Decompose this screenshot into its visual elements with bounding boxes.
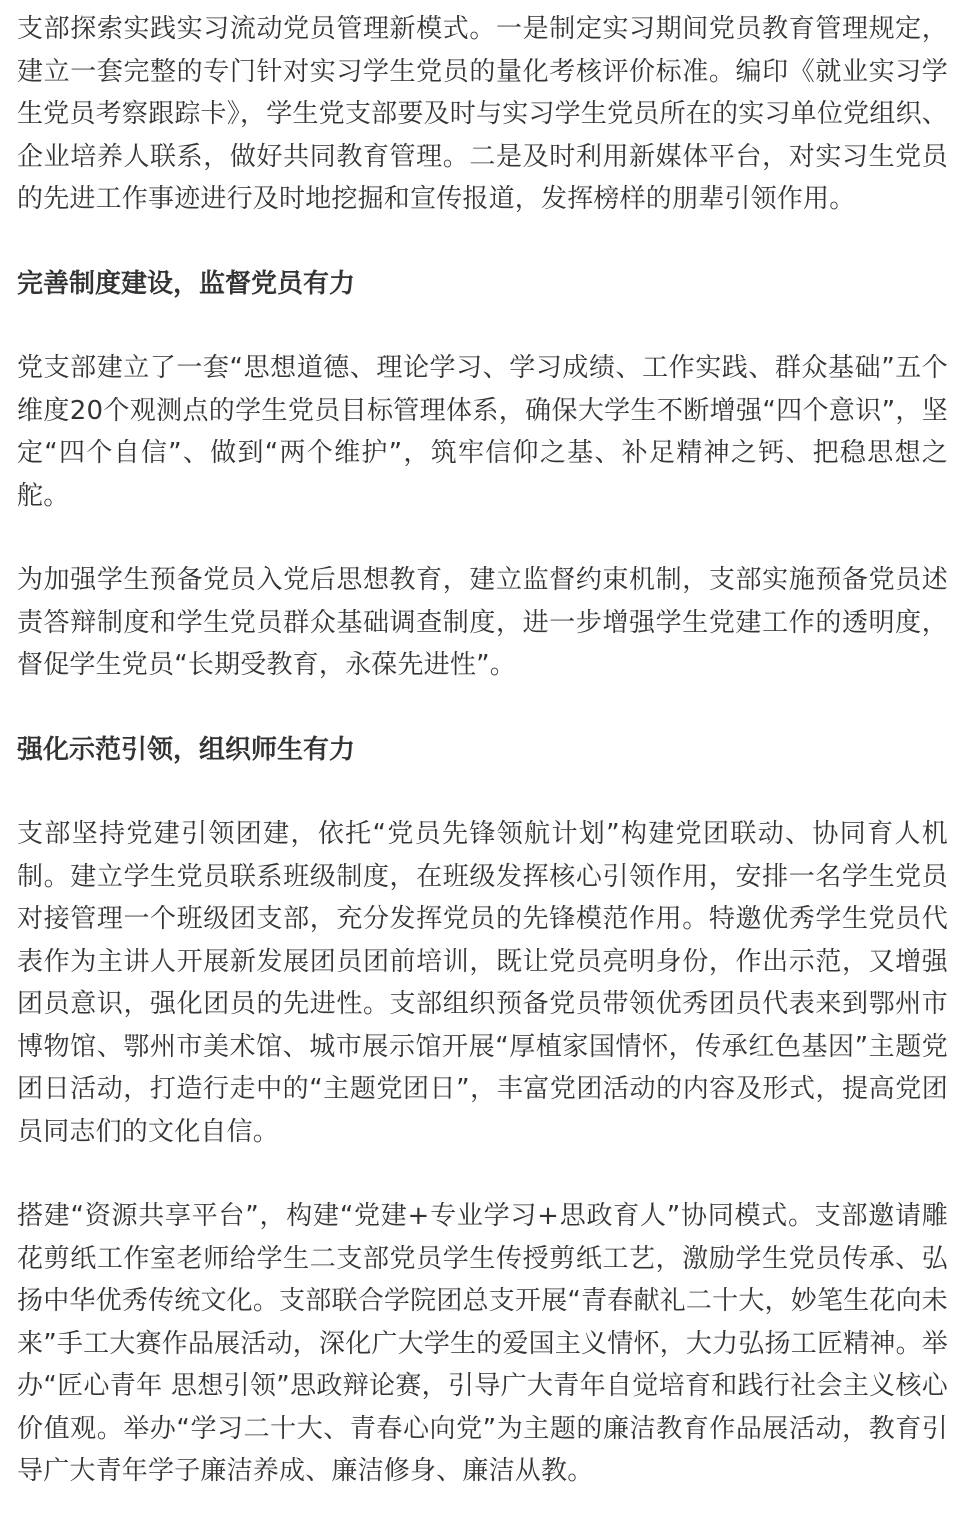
paragraph-gap (17, 687, 948, 729)
paragraph-internship-management: 支部探索实践实习流动党员管理新模式。一是制定实习期间党员教育管理规定，建立一套完整的专门针对实习学生党员的量化考核评价标准。编印《就业实习学生党员考察跟踪卡》，学生党支部要及时与实习学生党员所在的实习单位党组织、企业培养人联系，做好共同教育管理。二是及时利用新媒体平台，对实习生党员的先进工作事迹进行及时地挖掘和宣传报道，发挥榜样的朋辈引领作用。 (17, 14, 948, 214)
paragraph-gap (17, 517, 948, 559)
section-heading-system-building: 完善制度建设，监督党员有力 (17, 268, 356, 299)
paragraph-gap (17, 305, 948, 347)
paragraph-target-management: 党支部建立了一套“思想道德、理论学习、学习成绩、工作实践、群众基础”五个维度20个观测点的学生党员目标管理体系，确保大学生不断增强“四个意识”，坚定“四个自信”、做到“两个维护”，筑牢信仰之基、补足精神之钙、把稳思想之舵。 (17, 353, 948, 511)
paragraph-gap (17, 1153, 948, 1195)
paragraph-supervision-mechanism: 为加强学生预备党员入党后思想教育，建立监督约束机制，支部实施预备党员述责答辩制度和学生党员群众基础调查制度，进一步增强学生党建工作的透明度，督促学生党员“长期受教育，永葆先进性”。 (17, 565, 948, 680)
paragraph-gap (17, 221, 948, 263)
section-heading-demonstration: 强化示范引领，组织师生有力 (17, 734, 356, 765)
paragraph-resource-sharing: 搭建“资源共享平台”，构建“党建+专业学习+思政育人”协同模式。支部邀请雕花剪纸工作室老师给学生二支部党员学生传授剪纸工艺，激励学生党员传承、弘扬中华优秀传统文化。支部联合学院团总支开展“青春献礼二十大，妙笔生花向未来”手工大赛作品展活动，深化广大学生的爱国主义情怀，大力弘扬工匠精神。举办“匠心青年 思想引领”思政辩论赛，引导广大青年自觉培育和践行社会主义核心价值观。举办“学习二十大、青春心向党”为主题的廉洁教育作品展活动，教育引导广大青年学子廉洁养成、廉洁修身、廉洁从教。 (17, 1201, 948, 1486)
paragraph-gap (17, 771, 948, 813)
paragraph-party-league-linkage: 支部坚持党建引领团建，依托“党员先锋领航计划”构建党团联动、协同育人机制。建立学生党员联系班级制度，在班级发挥核心引领作用，安排一名学生党员对接管理一个班级团支部，充分发挥党员的先锋模范作用。特邀优秀学生党员代表作为主讲人开展新发展团员团前培训，既让党员亮明身份，作出示范，又增强团员意识，强化团员的先进性。支部组织预备党员带领优秀团员代表来到鄂州市博物馆、鄂州市美术馆、城市展示馆开展“厚植家国情怀，传承红色基因”主题党团日活动，打造行走中的“主题党团日”，丰富党团活动的内容及形式，提高党团员同志们的文化自信。 (17, 819, 948, 1147)
